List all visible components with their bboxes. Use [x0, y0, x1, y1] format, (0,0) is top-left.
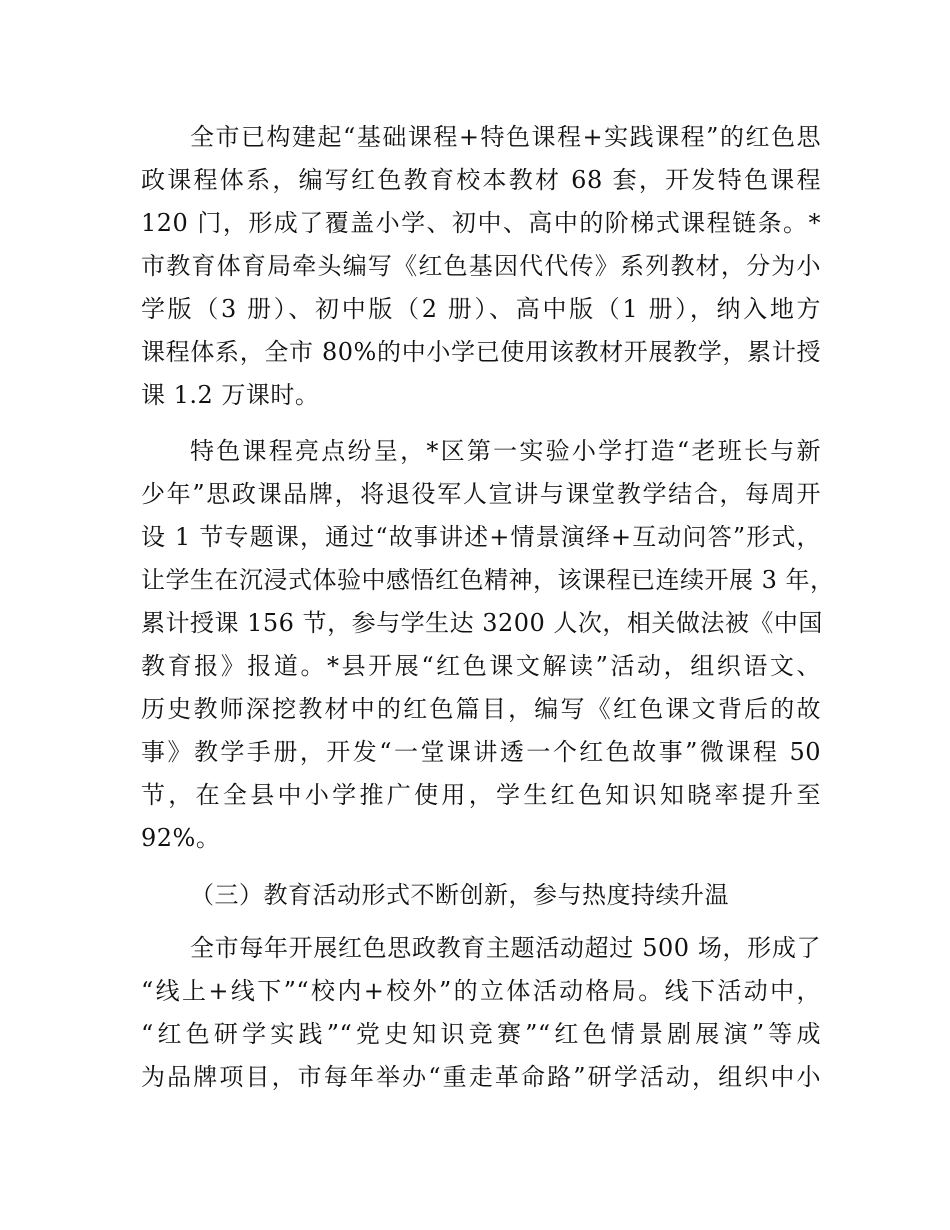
paragraph-featured-courses	[141, 430, 835, 860]
text-line: 节，在全县中小学推广使用，学生红色知识知晓率提升至	[141, 781, 821, 809]
text-line: 少年”思政课品牌，将退役军人宣讲与课堂教学结合，每周开	[141, 480, 821, 508]
text-line: 市教育体育局牵头编写《红色基因代代传》系列教材，分为小	[141, 252, 821, 280]
text-line: 让学生在沉浸式体验中感悟红色精神，该课程已连续开展 3 年，	[141, 566, 835, 594]
text-line: 为品牌项目，市每年举办“重走革命路”研学活动，组织中小	[141, 1063, 821, 1091]
text-line: “红色研学实践”“党史知识竞赛”“红色情景剧展演”等成	[141, 1020, 821, 1048]
paragraph-course-system	[141, 116, 821, 417]
text-line: 120 门，形成了覆盖小学、初中、高中的阶梯式课程链条。*	[141, 209, 821, 237]
text-line: 特色课程亮点纷呈，*区第一实验小学打造“老班长与新	[190, 437, 821, 465]
text-line: 历史教师深挖教材中的红色篇目，编写《红色课文背后的故	[141, 695, 821, 723]
text-line: 课 1.2 万课时。	[141, 381, 320, 409]
text-line: 92%。	[141, 824, 221, 852]
section-heading-text: （三）教育活动形式不断创新，参与热度持续升温	[190, 881, 729, 909]
text-line: 教育报》报道。*县开展“红色课文解读”活动，组织语文、	[141, 652, 821, 680]
text-line: 学版（3 册）、初中版（2 册）、高中版（1 册），纳入地方	[141, 295, 821, 323]
text-line: 全市每年开展红色思政教育主题活动超过 500 场，形成了	[190, 934, 821, 962]
text-line: 设 1 节专题课，通过“故事讲述+情景演绎+互动问答”形式，	[141, 523, 821, 551]
paragraph-activities	[141, 927, 821, 1099]
text-line: “线上+线下”“校内+校外”的立体活动格局。线下活动中，	[141, 977, 821, 1005]
text-line: 课程体系，全市 80%的中小学已使用该教材开展教学，累计授	[141, 338, 821, 366]
text-line: 全市已构建起“基础课程+特色课程+实践课程”的红色思	[190, 123, 821, 151]
text-line: 累计授课 156 节，参与学生达 3200 人次，相关做法被《中国	[141, 609, 823, 637]
text-line: 事》教学手册，开发“一堂课讲透一个红色故事”微课程 50	[141, 738, 821, 766]
section-heading	[141, 874, 821, 917]
text-line: 政课程体系，编写红色教育校本教材 68 套，开发特色课程	[141, 166, 821, 194]
